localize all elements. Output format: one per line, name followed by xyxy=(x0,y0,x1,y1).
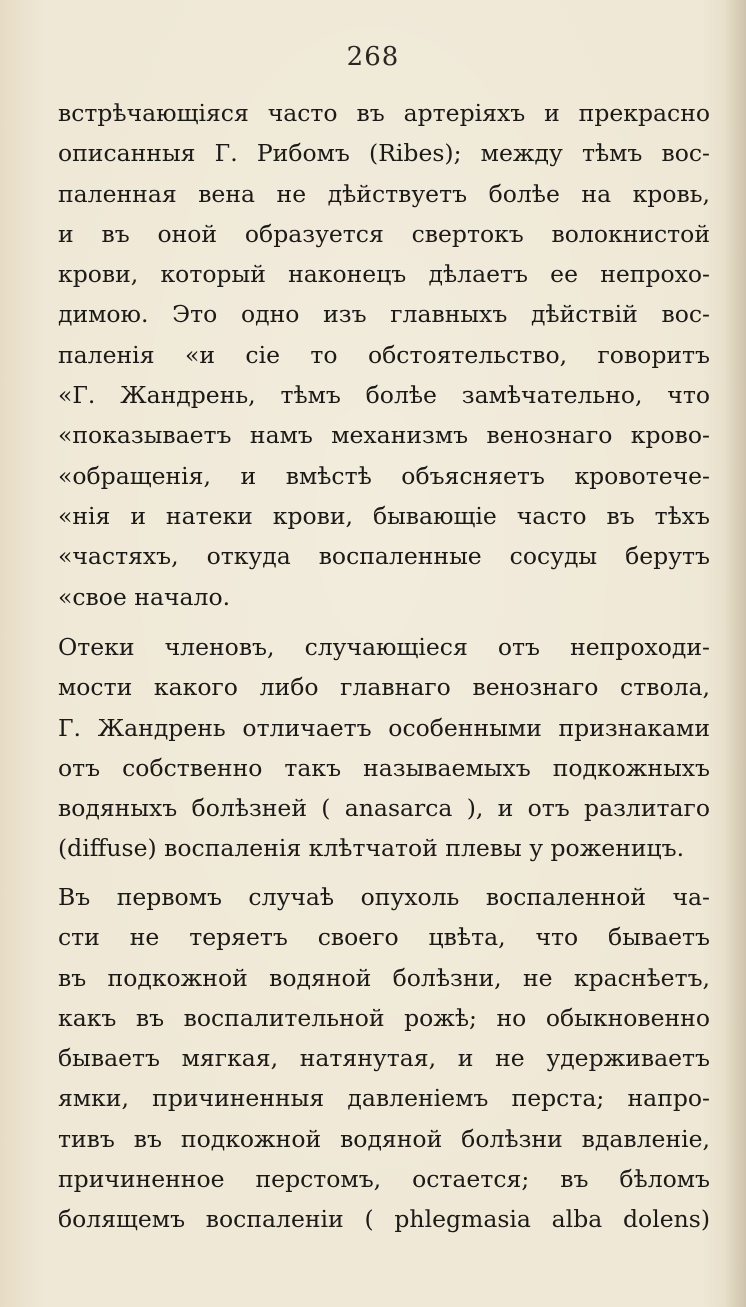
text-line: какъ въ воспалительной рожѣ; но обыкновенно xyxy=(58,1003,710,1032)
text-line: крови, который наконецъ дѣлаетъ ее непрохо- xyxy=(58,260,710,289)
text-line: мости какого либо главнаго венознаго ствола, xyxy=(58,673,710,702)
page-edge-shadow xyxy=(724,0,746,1307)
text-line: «нія и натеки крови, бывающіе часто въ тѣхъ xyxy=(58,501,710,530)
text-line: въ подкожной водяной болѣзни, не краснѣетъ, xyxy=(58,963,710,992)
text-line: описанныя Г. Рибомъ (Ribes); между тѣмъ вос- xyxy=(58,139,710,168)
text-line: причиненное перстомъ, остается; въ бѣломъ xyxy=(58,1165,710,1194)
text-line: паленная вена не дѣйствуетъ болѣе на кровь, xyxy=(58,179,710,208)
text-line: сти не теряетъ своего цвѣта, что бываетъ xyxy=(58,923,710,952)
text-line: Въ первомъ случаѣ опухоль воспаленной ча- xyxy=(58,883,710,911)
text-line: и въ оной образуется свертокъ волокнистой xyxy=(58,219,710,248)
text-line: тивъ въ подкожной водяной болѣзни вдавленіе, xyxy=(58,1124,710,1153)
page-number: 268 xyxy=(346,42,400,72)
text-line: димою. Это одно изъ главныхъ дѣйствій вос- xyxy=(58,300,710,329)
text-line: «обращенія, и вмѣстѣ объясняетъ кровотече- xyxy=(58,461,710,490)
text-line: бываетъ мягкая, натянутая, и не удерживаетъ xyxy=(58,1044,710,1073)
text-line: водяныхъ болѣзней ( anasarca ), и отъ разлитаго xyxy=(58,794,710,823)
text-line: болящемъ воспаленіи ( phlegmasia alba dolens) xyxy=(58,1205,710,1234)
paragraph-1 xyxy=(58,93,710,617)
text-line: паленія «и сіе то обстоятельство, говоритъ xyxy=(58,340,710,369)
paragraph-2 xyxy=(58,627,710,869)
text-line: «свое начало. xyxy=(58,582,231,611)
text-line: Отеки членовъ, случающіеся отъ непроходи- xyxy=(58,633,710,661)
text-line: «Г. Жандрень, тѣмъ болѣе замѣчательно, что xyxy=(58,381,710,410)
paragraph-3 xyxy=(58,877,710,1240)
text-line: ямки, причиненныя давленіемъ перста; напро- xyxy=(58,1084,710,1113)
text-line: «частяхъ, откуда воспаленные сосуды берутъ xyxy=(58,542,710,571)
text-line: отъ собственно такъ называемыхъ подкожныхъ xyxy=(58,753,710,782)
text-line: Г. Жандрень отличаетъ особенными признаками xyxy=(58,713,710,742)
text-line: (diffuse) воспаленія клѣтчатой плевы у роженицъ. xyxy=(58,834,685,863)
text-line: встрѣчающіяся часто въ артеріяхъ и прекрасно xyxy=(58,99,710,127)
text-line: «показываетъ намъ механизмъ венознаго крово- xyxy=(58,421,710,450)
